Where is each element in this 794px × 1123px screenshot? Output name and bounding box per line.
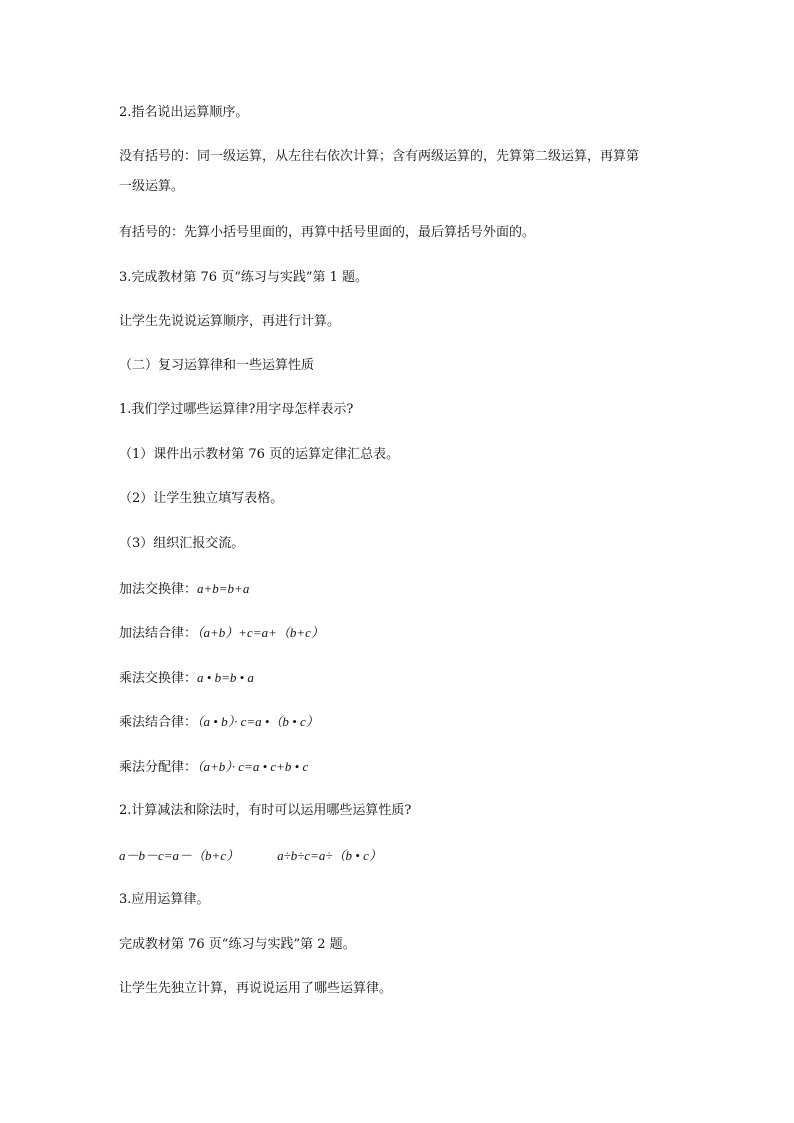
sub-step-3: （3）组织汇报交流。 [119,536,245,551]
step-2-order-heading: 2.指名说出运算顺序。 [119,105,249,120]
instruction-order-then-calc: 让学生先说说运算顺序，再进行计算。 [119,314,341,329]
law-formula: a • b=b • a [197,670,254,685]
law-label: 加法结合律： [119,626,198,641]
law-formula: a+b=b+a [197,581,250,596]
instruction-calc-then-explain: 让学生先独立计算，再说说运用了哪些运算律。 [119,981,393,996]
step-3-exercise-1: 3.完成教材第 76 页“练习与实践”第 1 题。 [119,270,369,285]
law-label: 乘法交换律： [119,671,198,686]
law-label: 乘法结合律： [119,715,198,730]
law-addition-commutative [119,580,249,599]
law-multiplication-associative [119,713,319,732]
law-label: 乘法分配律： [119,760,198,775]
law-label: 加法交换律： [119,582,198,597]
sub-step-2: （2）让学生独立填写表格。 [119,491,284,506]
sub-step-1: （1）课件出示教材第 76 页的运算定律汇总表。 [119,447,400,462]
division-property: a÷b÷c=a÷（b • c） [277,848,382,863]
question-1-laws: 1.我们学过哪些运算律?用字母怎样表示? [119,402,354,417]
properties-line [119,847,382,866]
rule-no-brackets-line-1: 没有括号的：同一级运算，从左往右依次计算；含有两级运算的，先算第二级运算，再算第 [119,149,640,164]
step-3-apply-laws: 3.应用运算律。 [119,892,210,907]
law-distributive [119,758,308,777]
law-formula: （a+b）· c=a • c+b • c [197,759,309,774]
law-formula: （a+b）+c=a+（b+c） [197,625,324,640]
rule-with-brackets: 有括号的：先算小括号里面的，再算中括号里面的，最后算括号外面的。 [119,225,536,240]
law-formula: （a • b）· c=a •（b • c） [197,714,319,729]
exercise-2-instruction: 完成教材第 76 页“练习与实践”第 2 题。 [119,937,356,952]
subtraction-property: a－b－c=a－（b+c） [119,848,240,863]
law-addition-associative [119,624,324,643]
law-multiplication-commutative [119,669,254,688]
rule-no-brackets-line-2: 一级运算。 [119,179,185,194]
section-2-heading: （二）复习运算律和一些运算性质 [119,358,315,373]
question-2-properties: 2.计算减法和除法时，有时可以运用哪些运算性质? [119,803,412,818]
